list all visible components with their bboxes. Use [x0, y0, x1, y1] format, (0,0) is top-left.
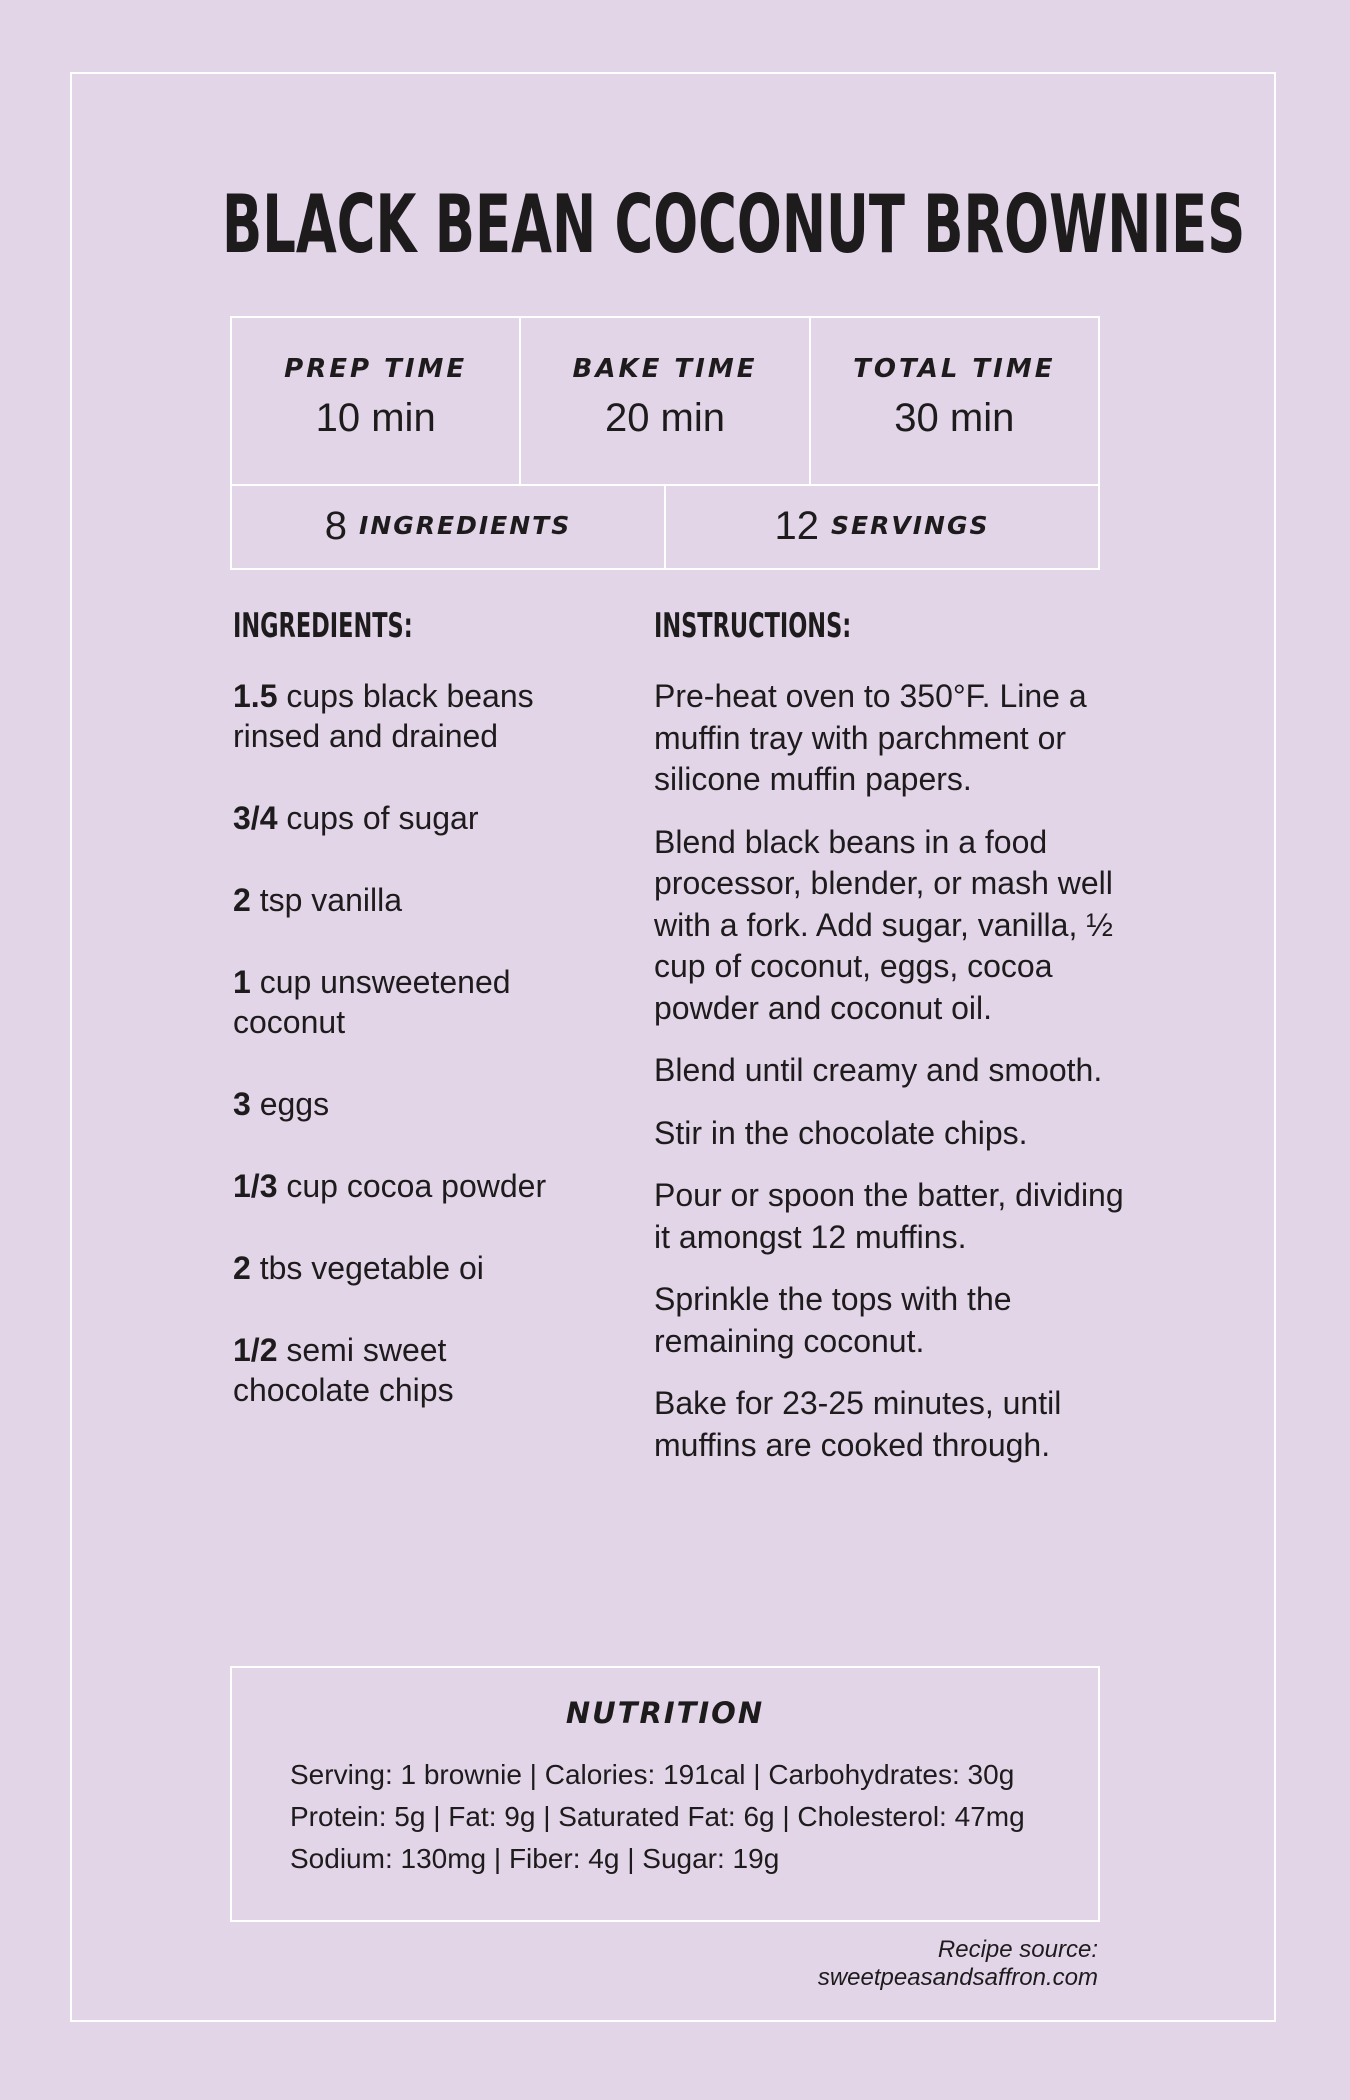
instruction-step: Blend black beans in a food processor, blender, or mash well with a fork. Add sugar, vanilla, ½ cup of coconut, eggs, cocoa powder and coconut oil. [654, 823, 1113, 1026]
instruction-step: Blend until creamy and smooth. [654, 1052, 1103, 1088]
ingredient-item [233, 962, 573, 1042]
ingredients-count-label: INGREDIENTS [359, 511, 572, 540]
total-time-cell [811, 318, 1098, 484]
instruction-step: Pour or spoon the batter, dividing it amongst 12 muffins. [654, 1177, 1124, 1255]
ingredient-qty: 1 [233, 964, 251, 1000]
instructions-heading: INSTRUCTIONS: [654, 606, 852, 646]
bake-time-label: BAKE TIME [572, 354, 758, 384]
nutrition-text: Serving: 1 brownie | Calories: 191cal | Carbohydrates: 30g Protein: 5g | Fat: 9g | Saturated Fat: 6g | Cholesterol: 47mg Sodium: 130mg | Fiber: 4g | Sugar: 19g [290, 1759, 1025, 1874]
total-time-value: 30 min [894, 396, 1015, 440]
bake-time-cell [521, 318, 810, 484]
recipe-title: BLACK BEAN COCONUT BROWNIES [222, 178, 1246, 271]
ingredient-text: cup unsweetened coconut [233, 964, 511, 1040]
ingredient-qty: 2 [233, 882, 251, 918]
recipe-source: Recipe source: sweetpeasandsaffron.com [817, 1936, 1098, 1991]
count-row [232, 484, 1098, 568]
nutrition-title: NUTRITION [565, 1696, 765, 1730]
ingredient-text: eggs [259, 1086, 330, 1122]
servings-count-cell [666, 484, 1098, 568]
ingredient-text: tsp vanilla [259, 882, 402, 918]
prep-time-label: PREP TIME [284, 354, 468, 384]
ingredient-qty: 1/3 [233, 1168, 278, 1204]
servings-count-label: SERVINGS [831, 511, 990, 540]
nutrition-box [230, 1666, 1100, 1922]
ingredient-qty: 3 [233, 1086, 251, 1122]
ingredient-text: cups black beans rinsed and drained [233, 678, 534, 754]
ingredient-text: semi sweet chocolate chips [233, 1332, 454, 1408]
ingredient-item [233, 880, 573, 920]
ingredient-item [233, 1166, 573, 1206]
ingredient-text: tbs vegetable oi [259, 1250, 484, 1286]
ingredient-qty: 2 [233, 1250, 251, 1286]
servings-count-number: 12 [774, 504, 820, 548]
instruction-step: Pre-heat oven to 350°F. Line a muffin tray with parchment or silicone muffin papers. [654, 678, 1087, 797]
ingredient-item [233, 798, 573, 838]
total-time-label: TOTAL TIME [853, 354, 1056, 384]
ingredient-item [233, 676, 573, 756]
instruction-step: Bake for 23-25 minutes, until muffins are cooked through. [654, 1385, 1062, 1463]
instructions-list [654, 676, 1124, 1487]
ingredient-item [233, 1084, 573, 1124]
ingredients-heading: INGREDIENTS: [233, 606, 413, 646]
ingredient-text: cup cocoa powder [286, 1168, 547, 1204]
time-row [232, 318, 1098, 486]
ingredient-qty: 1.5 [233, 678, 278, 714]
bake-time-value: 20 min [604, 396, 726, 440]
recipe-stats-box [230, 316, 1100, 570]
prep-time-value: 10 min [315, 396, 436, 440]
ingredient-item [233, 1248, 573, 1288]
ingredients-count-cell [232, 484, 666, 568]
ingredients-count-number: 8 [324, 504, 348, 548]
instruction-step: Sprinkle the tops with the remaining coconut. [654, 1281, 1012, 1359]
ingredient-qty: 1/2 [233, 1332, 278, 1368]
prep-time-cell [232, 318, 521, 484]
ingredient-text: cups of sugar [286, 800, 479, 836]
ingredients-list [233, 676, 573, 1452]
ingredient-qty: 3/4 [233, 800, 278, 836]
instruction-step: Stir in the chocolate chips. [654, 1114, 1028, 1151]
ingredient-item [233, 1330, 573, 1410]
